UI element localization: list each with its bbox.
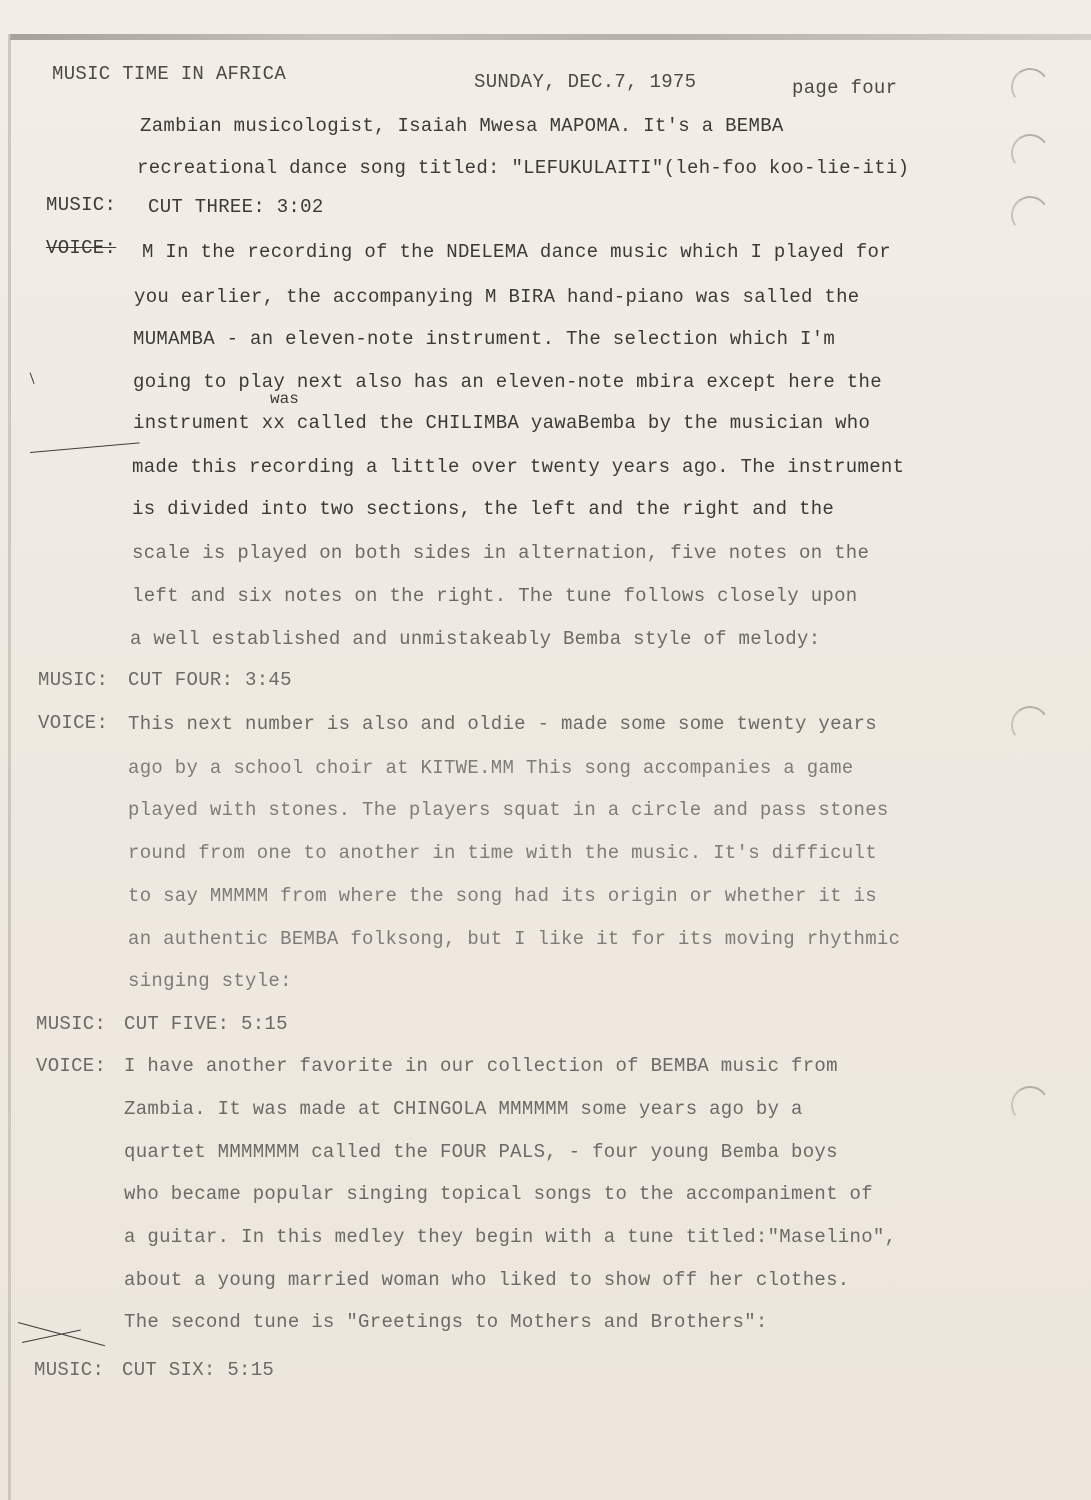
text-line: I have another favorite in our collection of BEMBA music from	[124, 1055, 838, 1077]
text-line: Zambia. It was made at CHINGOLA MMMMMM some years ago by a	[124, 1098, 803, 1120]
text-line: is divided into two sections, the left and the right and the	[132, 498, 835, 520]
text-line: instrument xx called the CHILIMBA yawaBemba by the musician who	[133, 412, 871, 434]
page-number: page four	[792, 77, 898, 99]
cue-label: MUSIC:	[34, 1359, 105, 1381]
text-line: about a young married woman who liked to show off her clothes.	[124, 1269, 850, 1291]
punch-hole-3	[1008, 193, 1052, 237]
punch-hole-5	[1008, 1083, 1052, 1127]
text-line: you earlier, the accompanying M BIRA hand-piano was salled the	[134, 286, 860, 308]
text-line: M In the recording of the NDELEMA dance music which I played for	[142, 241, 891, 263]
cue-label: VOICE:	[38, 712, 109, 734]
cue-text: CUT FIVE: 5:15	[124, 1013, 288, 1035]
cue-text: CUT SIX: 5:15	[122, 1359, 275, 1381]
page-top-edge	[10, 34, 1091, 40]
text-line: made this recording a little over twenty years ago. The instrument	[132, 456, 905, 478]
margin-pen-mark	[30, 372, 35, 384]
text-line: MUMAMBA - an eleven-note instrument. The selection which I'm	[133, 328, 836, 350]
text-line: played with stones. The players squat in a circle and pass stones	[128, 799, 889, 821]
cue-text: CUT THREE: 3:02	[148, 196, 324, 218]
text-line: quartet MMMMMMM called the FOUR PALS, - four young Bemba boys	[124, 1141, 838, 1163]
punch-hole-4	[1008, 703, 1052, 747]
text-line: recreational dance song titled: "LEFUKULAITI"(leh-foo koo-lie-iti)	[137, 157, 910, 179]
text-line: ago by a school choir at KITWE.MM This song accompanies a game	[128, 757, 854, 779]
cue-label: VOICE:	[36, 1055, 107, 1077]
cue-label: MUSIC:	[36, 1013, 107, 1035]
text-line: scale is played on both sides in alternation, five notes on the	[132, 542, 870, 564]
text-line: going to play next also has an eleven-note mbira except here the	[133, 371, 882, 393]
text-line: to say MMMMM from where the song had its origin or whether it is	[128, 885, 877, 907]
handwritten-insertion: was	[270, 390, 299, 408]
punch-hole-1	[1008, 65, 1052, 109]
page-left-edge	[8, 34, 11, 1500]
text-line: a guitar. In this medley they begin with a tune titled:"Maselino",	[124, 1226, 897, 1248]
cue-label: VOICE:	[46, 237, 117, 259]
text-line: The second tune is "Greetings to Mothers and Brothers":	[124, 1311, 768, 1333]
text-line: Zambian musicologist, Isaiah Mwesa MAPOMA. It's a BEMBA	[140, 115, 784, 137]
text-line: round from one to another in time with the music. It's difficult	[128, 842, 877, 864]
text-line: an authentic BEMBA folksong, but I like it for its moving rhythmic	[128, 928, 901, 950]
punch-hole-2	[1008, 131, 1052, 175]
text-line: a well established and unmistakeably Bemba style of melody:	[130, 628, 821, 650]
text-line: singing style:	[128, 970, 292, 992]
text-line: This next number is also and oldie - made some some twenty years	[128, 713, 877, 735]
broadcast-date: SUNDAY, DEC.7, 1975	[474, 71, 697, 93]
program-title: MUSIC TIME IN AFRICA	[52, 63, 287, 85]
cue-label: MUSIC:	[46, 194, 117, 216]
text-line: who became popular singing topical songs to the accompaniment of	[124, 1183, 873, 1205]
text-line: left and six notes on the right. The tune follows closely upon	[132, 585, 858, 607]
margin-pen-mark	[30, 442, 140, 453]
cue-label: MUSIC:	[38, 669, 109, 691]
cue-text: CUT FOUR: 3:45	[128, 669, 292, 691]
